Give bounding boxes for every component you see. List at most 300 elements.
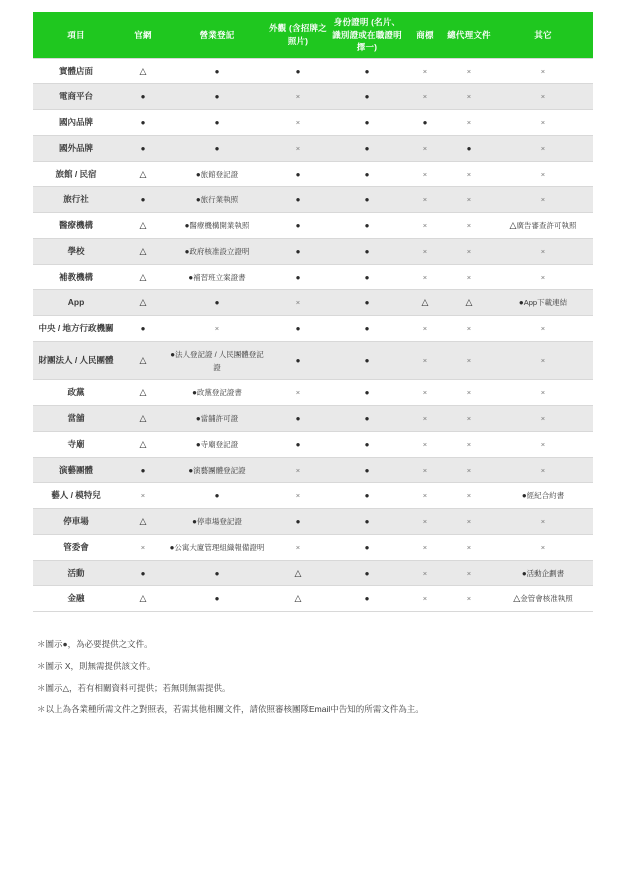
cell-trademark (405, 341, 445, 380)
cell-trademark (405, 457, 445, 483)
not-required-icon: × (466, 92, 472, 102)
not-required-icon: × (422, 439, 428, 449)
row-item-label: 金融 (33, 586, 119, 612)
cell-trademark (405, 213, 445, 239)
table-row (33, 341, 593, 380)
required-icon: ● (364, 542, 370, 552)
required-icon: ● (364, 594, 370, 604)
required-icon: ● (521, 568, 527, 578)
cell-website (119, 509, 167, 535)
not-required-icon: × (466, 66, 472, 76)
cell-identity-proof (329, 238, 405, 264)
not-required-icon: × (466, 272, 472, 282)
table-row (33, 84, 593, 110)
table-header-row (33, 12, 593, 58)
cell-trademark (405, 110, 445, 136)
cell-website (119, 431, 167, 457)
not-required-icon: × (466, 439, 472, 449)
cell-note: 廣告審查許可執照 (516, 221, 577, 230)
cell-other (493, 161, 593, 187)
not-required-icon: × (466, 465, 472, 475)
cell-other (493, 341, 593, 380)
cell-business-registration (167, 341, 267, 380)
table-row (33, 406, 593, 432)
cell-agency-documents (445, 534, 493, 560)
row-item-label: 演藝團體 (33, 457, 119, 483)
cell-exterior-photo (267, 135, 329, 161)
cell-website (119, 534, 167, 560)
cell-business-registration (167, 161, 267, 187)
row-item-label: 財團法人 / 人民團體 (33, 341, 119, 380)
column-header-identity-proof: 身份證明 (名片、識別證或在職證明擇一) (329, 12, 405, 58)
not-required-icon: × (422, 414, 428, 423)
required-icon: ● (364, 195, 370, 205)
cell-agency-documents (445, 187, 493, 213)
required-icon: ● (295, 517, 301, 526)
required-icon: ● (140, 195, 146, 205)
cell-identity-proof (329, 161, 405, 187)
cell-other (493, 187, 593, 213)
required-icon: ● (214, 92, 220, 102)
required-icon: ● (364, 356, 370, 366)
cell-agency-documents (445, 380, 493, 406)
optional-icon: △ (139, 245, 147, 256)
cell-identity-proof (329, 586, 405, 612)
cell-business-registration (167, 290, 267, 316)
cell-exterior-photo (267, 509, 329, 535)
row-item-label: 藝人 / 模特兒 (33, 483, 119, 509)
required-icon: ● (364, 491, 370, 501)
required-icon: ● (295, 324, 301, 333)
not-required-icon: × (540, 118, 546, 127)
cell-business-registration (167, 406, 267, 432)
cell-exterior-photo (267, 457, 329, 483)
required-icon: ● (214, 143, 220, 153)
cell-trademark (405, 586, 445, 612)
table-row (33, 161, 593, 187)
cell-agency-documents (445, 483, 493, 509)
cell-note: 金管會核准執照 (520, 594, 573, 604)
required-icon: ● (192, 517, 197, 526)
table-row (33, 457, 593, 483)
footnote-line: ＊以上為各業種所需文件之對照表，若需其他相關文件，請依照審核團隊Email中告知的所需文件為主。 (37, 704, 424, 715)
cell-note: 寺廟登記證 (200, 439, 239, 449)
table-row (33, 483, 593, 509)
cell-other (493, 380, 593, 406)
cell-other (493, 84, 593, 110)
optional-icon: △ (139, 387, 147, 398)
cell-trademark (405, 380, 445, 406)
optional-icon: △ (139, 593, 147, 604)
required-icon: ● (188, 272, 194, 282)
not-required-icon: × (140, 491, 146, 501)
cell-exterior-photo (267, 560, 329, 586)
required-icon: ● (195, 195, 201, 205)
not-required-icon: × (422, 272, 428, 282)
cell-agency-documents (445, 431, 493, 457)
required-icon: ● (295, 169, 301, 179)
not-required-icon: × (466, 517, 472, 526)
required-icon: ● (364, 465, 370, 475)
cell-exterior-photo (267, 380, 329, 406)
cell-business-registration (167, 431, 267, 457)
footnote-line: ＊圖示 X，則無需提供該文件。 (37, 660, 156, 671)
not-required-icon: × (295, 388, 301, 398)
cell-trademark (405, 483, 445, 509)
cell-note: 公寓大廈管理組織報備證明 (174, 542, 265, 552)
not-required-icon: × (466, 594, 472, 604)
cell-business-registration (167, 238, 267, 264)
cell-identity-proof (329, 84, 405, 110)
row-item-label: 停車場 (33, 509, 119, 535)
required-icon: ● (295, 221, 301, 230)
cell-other (493, 586, 593, 612)
not-required-icon: × (422, 465, 428, 475)
required-icon: ● (364, 517, 370, 526)
required-icon: ● (214, 66, 220, 76)
optional-icon: △ (139, 297, 147, 308)
cell-website (119, 316, 167, 342)
table-header (33, 12, 593, 58)
optional-icon: △ (421, 297, 429, 308)
table-row (33, 380, 593, 406)
cell-identity-proof (329, 264, 405, 290)
required-icon: ● (169, 542, 175, 552)
optional-icon: △ (139, 220, 147, 230)
not-required-icon: × (422, 66, 428, 76)
cell-agency-documents (445, 316, 493, 342)
row-item-label: 管委會 (33, 534, 119, 560)
cell-identity-proof (329, 213, 405, 239)
required-icon: ● (364, 92, 370, 102)
required-icon: ● (364, 118, 370, 127)
not-required-icon: × (422, 517, 428, 526)
required-icon: ● (364, 169, 370, 179)
cell-website (119, 161, 167, 187)
required-icon: ● (295, 414, 301, 423)
cell-business-registration (167, 560, 267, 586)
cell-business-registration (167, 457, 267, 483)
cell-identity-proof (329, 431, 405, 457)
cell-exterior-photo (267, 187, 329, 213)
cell-other (493, 238, 593, 264)
cell-business-registration (167, 483, 267, 509)
not-required-icon: × (295, 143, 301, 153)
optional-icon: △ (465, 297, 473, 308)
cell-agency-documents (445, 457, 493, 483)
not-required-icon: × (422, 169, 428, 179)
not-required-icon: × (540, 195, 546, 205)
cell-identity-proof (329, 534, 405, 560)
table-row (33, 135, 593, 161)
cell-website (119, 110, 167, 136)
cell-exterior-photo (267, 316, 329, 342)
required-icon: ● (184, 221, 190, 230)
cell-website (119, 406, 167, 432)
cell-other (493, 264, 593, 290)
required-icon: ● (364, 388, 370, 398)
row-item-label: 國外品牌 (33, 135, 119, 161)
not-required-icon: × (466, 356, 472, 366)
cell-other (493, 213, 593, 239)
cell-business-registration (167, 534, 267, 560)
cell-business-registration (167, 135, 267, 161)
required-icon: ● (295, 246, 301, 256)
cell-trademark (405, 161, 445, 187)
cell-other (493, 406, 593, 432)
required-icon: ● (195, 414, 201, 423)
not-required-icon: × (422, 246, 428, 256)
cell-agency-documents (445, 509, 493, 535)
cell-exterior-photo (267, 586, 329, 612)
cell-website (119, 213, 167, 239)
cell-agency-documents (445, 58, 493, 84)
row-item-label: 當舖 (33, 406, 119, 432)
optional-icon: △ (139, 438, 147, 449)
cell-trademark (405, 264, 445, 290)
cell-note: 旅行業執照 (200, 195, 239, 205)
optional-icon: △ (139, 65, 147, 76)
table-row (33, 264, 593, 290)
optional-icon: △ (513, 593, 521, 604)
cell-trademark (405, 135, 445, 161)
cell-identity-proof (329, 316, 405, 342)
cell-website (119, 341, 167, 380)
not-required-icon: × (466, 169, 472, 179)
cell-identity-proof (329, 380, 405, 406)
required-icon: ● (184, 246, 190, 256)
optional-icon: △ (139, 271, 147, 282)
cell-trademark (405, 431, 445, 457)
cell-note: 政黨登記證書 (196, 388, 242, 398)
not-required-icon: × (214, 324, 220, 333)
cell-website (119, 483, 167, 509)
cell-identity-proof (329, 341, 405, 380)
not-required-icon: × (295, 92, 301, 102)
required-icon: ● (295, 66, 301, 76)
cell-website (119, 238, 167, 264)
table-row (33, 431, 593, 457)
row-item-label: 旅館 / 民宿 (33, 161, 119, 187)
required-icon: ● (422, 118, 428, 127)
not-required-icon: × (540, 324, 546, 333)
required-icon: ● (518, 298, 524, 308)
not-required-icon: × (540, 246, 546, 256)
required-icon: ● (295, 439, 301, 449)
cell-note: 政府核准設立證明 (189, 246, 250, 256)
cell-trademark (405, 509, 445, 535)
not-required-icon: × (540, 143, 546, 153)
cell-trademark (405, 316, 445, 342)
cell-trademark (405, 534, 445, 560)
cell-exterior-photo (267, 431, 329, 457)
cell-website (119, 135, 167, 161)
cell-note: 醫療機構開業執照 (189, 221, 250, 230)
cell-other (493, 316, 593, 342)
not-required-icon: × (466, 195, 472, 205)
cell-agency-documents (445, 213, 493, 239)
cell-other (493, 431, 593, 457)
not-required-icon: × (295, 465, 301, 475)
required-icon: ● (140, 143, 146, 153)
cell-exterior-photo (267, 84, 329, 110)
required-icon: ● (364, 568, 370, 578)
footnotes (33, 638, 593, 716)
required-icon: ● (140, 324, 146, 333)
not-required-icon: × (422, 542, 428, 552)
cell-website (119, 380, 167, 406)
column-header-agency-documents: 總代理文件 (445, 12, 493, 58)
cell-identity-proof (329, 509, 405, 535)
optional-icon: △ (139, 413, 147, 423)
not-required-icon: × (466, 221, 472, 230)
cell-identity-proof (329, 406, 405, 432)
required-icon: ● (192, 388, 197, 398)
required-icon: ● (364, 246, 370, 256)
column-header-other: 其它 (493, 12, 593, 58)
column-header-exterior-photo: 外觀 (含招牌之照片) (267, 12, 329, 58)
table-row (33, 238, 593, 264)
cell-website (119, 560, 167, 586)
optional-icon: △ (294, 567, 302, 578)
optional-icon: △ (139, 516, 147, 526)
cell-other (493, 457, 593, 483)
table-body (33, 58, 593, 612)
not-required-icon: × (466, 542, 472, 552)
cell-business-registration (167, 264, 267, 290)
row-item-label: 寺廟 (33, 431, 119, 457)
required-icon: ● (188, 465, 194, 475)
required-icon: ● (364, 221, 370, 230)
column-header-trademark: 商標 (405, 12, 445, 58)
not-required-icon: × (540, 388, 546, 398)
not-required-icon: × (422, 92, 428, 102)
required-icon: ● (364, 439, 370, 449)
row-item-label: 補教機構 (33, 264, 119, 290)
required-icon: ● (195, 169, 201, 179)
optional-icon: △ (509, 220, 517, 230)
not-required-icon: × (422, 491, 428, 501)
not-required-icon: × (466, 568, 472, 578)
cell-note: 經紀合約書 (526, 491, 565, 501)
cell-trademark (405, 187, 445, 213)
not-required-icon: × (422, 388, 428, 398)
cell-other (493, 135, 593, 161)
not-required-icon: × (540, 465, 546, 475)
cell-note: 當舖許可證 (200, 414, 239, 423)
cell-business-registration (167, 58, 267, 84)
cell-business-registration (167, 509, 267, 535)
not-required-icon: × (295, 298, 301, 308)
not-required-icon: × (422, 594, 428, 604)
cell-trademark (405, 84, 445, 110)
cell-note: 法人登記證 / 人民團體登記證 (175, 349, 264, 372)
cell-note: 補習班立案證書 (193, 272, 246, 282)
required-icon: ● (364, 143, 370, 153)
not-required-icon: × (422, 195, 428, 205)
cell-note: 旅館登記證 (200, 169, 239, 179)
cell-identity-proof (329, 457, 405, 483)
footnote-line: ＊圖示●，為必要提供之文件。 (37, 639, 153, 649)
required-icon: ● (364, 414, 370, 423)
cell-agency-documents (445, 238, 493, 264)
not-required-icon: × (540, 272, 546, 282)
required-icon: ● (364, 298, 370, 308)
not-required-icon: × (466, 118, 472, 127)
not-required-icon: × (540, 169, 546, 179)
row-item-label: 旅行社 (33, 187, 119, 213)
cell-exterior-photo (267, 213, 329, 239)
column-header-item: 項目 (33, 12, 119, 58)
not-required-icon: × (422, 324, 428, 333)
not-required-icon: × (422, 356, 428, 366)
table-row (33, 213, 593, 239)
not-required-icon: × (540, 356, 546, 366)
table-row (33, 187, 593, 213)
cell-trademark (405, 560, 445, 586)
cell-agency-documents (445, 84, 493, 110)
required-icon: ● (295, 272, 301, 282)
cell-identity-proof (329, 135, 405, 161)
cell-exterior-photo (267, 406, 329, 432)
cell-agency-documents (445, 586, 493, 612)
cell-agency-documents (445, 341, 493, 380)
not-required-icon: × (540, 66, 546, 76)
not-required-icon: × (466, 388, 472, 398)
cell-trademark (405, 290, 445, 316)
cell-trademark (405, 406, 445, 432)
cell-website (119, 586, 167, 612)
cell-other (493, 110, 593, 136)
cell-other (493, 290, 593, 316)
cell-identity-proof (329, 58, 405, 84)
cell-website (119, 264, 167, 290)
row-item-label: 實體店面 (33, 58, 119, 84)
requirements-table (33, 12, 593, 612)
row-item-label: App (33, 290, 119, 316)
cell-agency-documents (445, 110, 493, 136)
footnote-line: ＊圖示△，若有相關資料可提供；若無則無需提供。 (37, 682, 231, 693)
not-required-icon: × (466, 414, 472, 423)
cell-business-registration (167, 110, 267, 136)
table-row (33, 534, 593, 560)
required-icon: ● (364, 66, 370, 76)
cell-other (493, 58, 593, 84)
required-icon: ● (364, 272, 370, 282)
cell-exterior-photo (267, 341, 329, 380)
cell-exterior-photo (267, 534, 329, 560)
cell-note: 活動企劃書 (526, 568, 565, 578)
not-required-icon: × (295, 491, 301, 501)
cell-other (493, 560, 593, 586)
required-icon: ● (195, 439, 201, 449)
required-icon: ● (214, 568, 220, 578)
not-required-icon: × (422, 221, 428, 230)
cell-trademark (405, 238, 445, 264)
required-icon: ● (140, 118, 146, 127)
optional-icon: △ (294, 593, 302, 604)
row-item-label: 政黨 (33, 380, 119, 406)
not-required-icon: × (466, 246, 472, 256)
required-icon: ● (170, 349, 176, 359)
cell-business-registration (167, 213, 267, 239)
row-item-label: 國內品牌 (33, 110, 119, 136)
table-row (33, 509, 593, 535)
required-icon: ● (214, 298, 220, 308)
cell-exterior-photo (267, 58, 329, 84)
table-row (33, 316, 593, 342)
row-item-label: 活動 (33, 560, 119, 586)
